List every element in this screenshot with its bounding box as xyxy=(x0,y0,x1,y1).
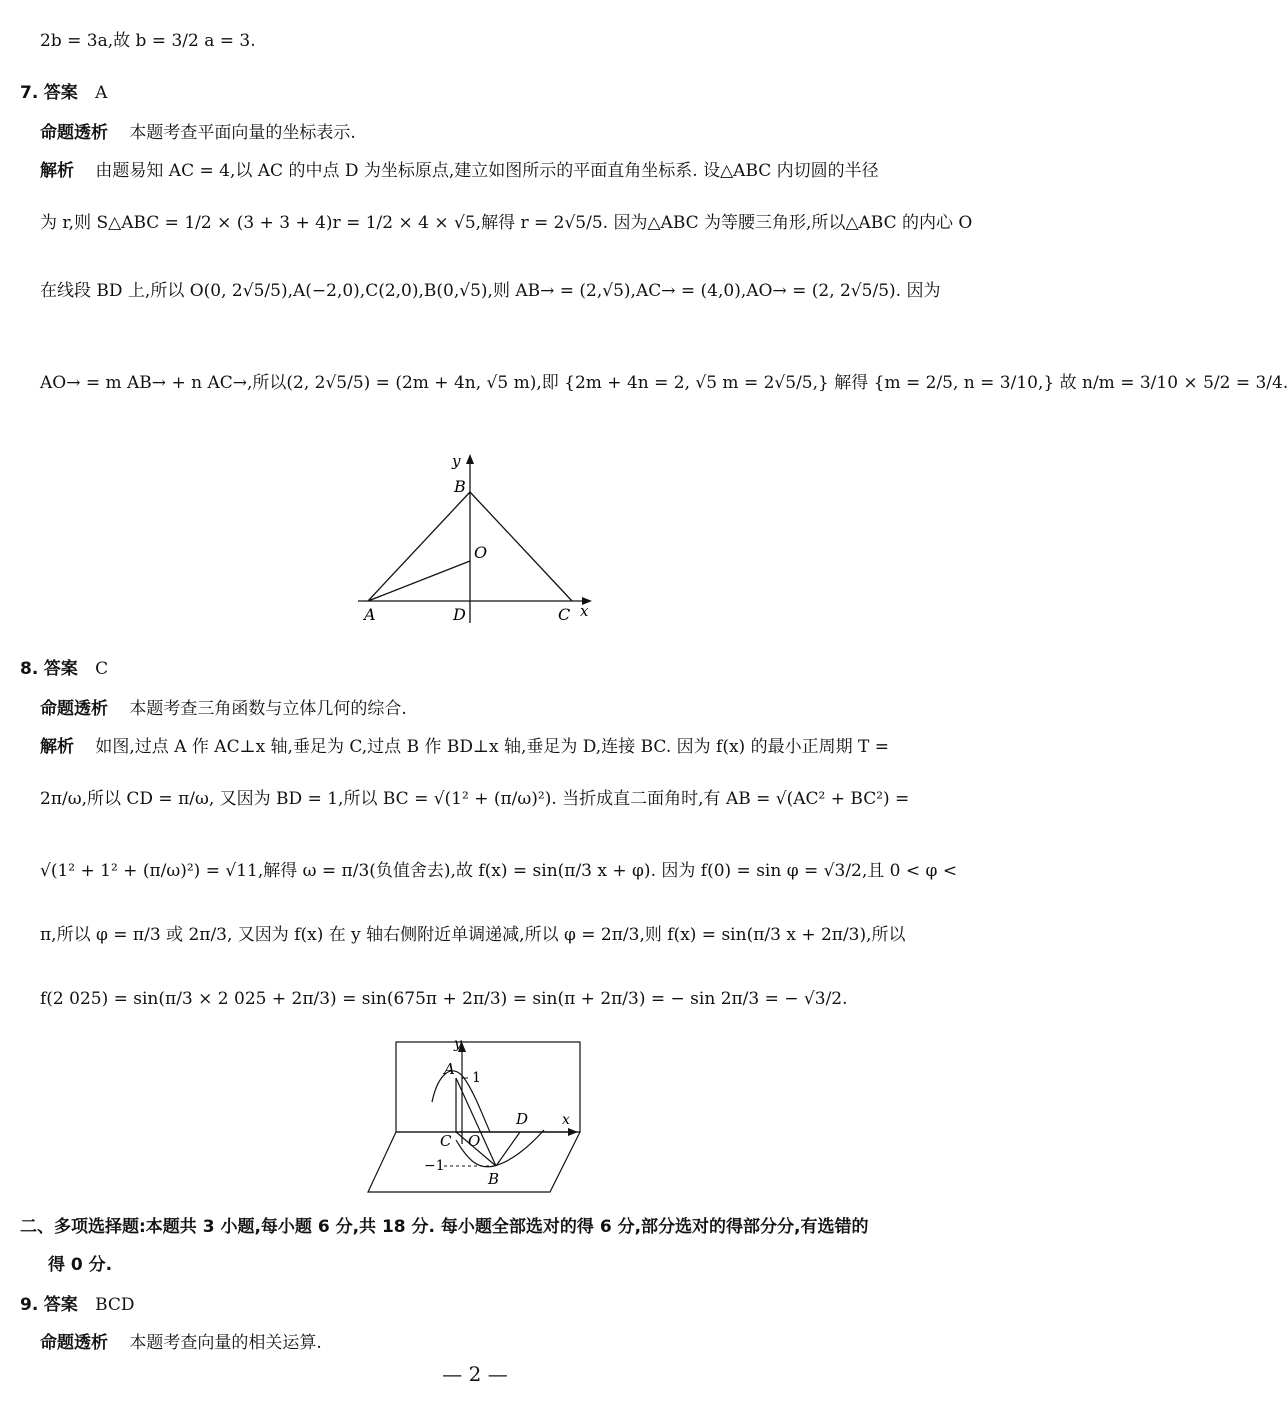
label-D: D xyxy=(453,605,466,624)
y-axis-arrow-icon xyxy=(466,454,474,464)
label-C: C xyxy=(440,1132,452,1150)
q8-intent-row xyxy=(40,696,930,722)
q9-intent: 本题考查向量的相关运算. xyxy=(129,1333,322,1353)
label-C: C xyxy=(558,605,571,624)
q7-intent: 本题考查平面向量的坐标表示. xyxy=(129,123,356,143)
q7-answer-row xyxy=(20,80,930,106)
q7-line3: 在线段 BD 上,所以 O(0, 2√5/5),A(−2,0),C(2,0),B(0,√5),则 AB→ = (2,√5),AC→ = (4,0),AO→ = (2, 2√5/5). 因为 xyxy=(40,281,941,301)
q9-answer: BCD xyxy=(95,1295,135,1315)
label-A: A xyxy=(444,1060,455,1078)
page-number: — 2 — xyxy=(442,1362,508,1386)
q7-line2: 为 r,则 S△ABC = 1/2 × (3 + 3 + 4)r = 1/2 × 4 × √5,解得 r = 2√5/5. 因为△ABC 为等腰三角形,所以△ABC 的内心 O xyxy=(40,213,973,233)
label-y: y xyxy=(452,452,461,470)
q8-figure-svg xyxy=(360,1034,590,1200)
q8-line1: 如图,过点 A 作 AC⊥x 轴,垂足为 C,过点 B 作 BD⊥x 轴,垂足为 D,连接 BC. 因为 f(x) 的最小正周期 T = xyxy=(95,737,889,757)
label-A: A xyxy=(364,605,376,624)
top-line: 2b = 3a,故 b = 3/2 a = 3. xyxy=(40,31,256,51)
q8-figure xyxy=(360,1034,590,1200)
label-y: y xyxy=(454,1036,462,1052)
label-x: x xyxy=(580,602,589,620)
q8-number: 8. xyxy=(20,659,39,679)
q7-analysis-label: 解析 xyxy=(40,161,74,181)
q8-answer: C xyxy=(95,659,109,679)
q8-intent-label: 命题透析 xyxy=(40,699,108,719)
label-B: B xyxy=(488,1170,500,1188)
q7-answer: A xyxy=(95,83,108,103)
label-B: B xyxy=(454,477,466,496)
q8-answer-label: 答案 xyxy=(43,659,78,679)
x-axis-arrow-icon xyxy=(568,1128,578,1136)
q8-analysis-row xyxy=(40,734,930,760)
section2-line2: 得 0 分. xyxy=(48,1255,113,1275)
label-O: O xyxy=(468,1132,481,1150)
label-neg1: −1 xyxy=(424,1158,445,1174)
q7-number: 7. xyxy=(20,83,39,103)
label-1: 1 xyxy=(472,1070,481,1086)
q7-figure xyxy=(340,448,610,628)
q8-line3: √(1² + 1² + (π/ω)²) = √11,解得 ω = π/3(负值舍去),故 f(x) = sin(π/3 x + φ). 因为 f(0) = sin φ = √3/2,且 0 < φ < xyxy=(40,861,958,881)
q7-intent-label: 命题透析 xyxy=(40,123,108,143)
upper-curve xyxy=(432,1071,490,1132)
label-O: O xyxy=(474,543,488,562)
q7-analysis-row xyxy=(40,158,930,184)
vertical-plane xyxy=(396,1042,580,1132)
q9-number: 9. xyxy=(20,1295,39,1315)
q8-line2: 2π/ω,所以 CD = π/ω, 又因为 BD = 1,所以 BC = √(1² + (π/ω)²). 当折成直二面角时,有 AB = √(AC² + BC²) = xyxy=(40,789,910,809)
q9-answer-label: 答案 xyxy=(43,1295,78,1315)
q7-intent-row xyxy=(40,120,930,146)
q9-intent-label: 命题透析 xyxy=(40,1333,108,1353)
section2-line1: 二、多项选择题:本题共 3 小题,每小题 6 分,共 18 分. 每小题全部选对的得 6 分,部分选对的得部分分,有选错的 xyxy=(20,1217,869,1237)
q9-intent-row xyxy=(40,1330,930,1356)
q8-line4: π,所以 φ = π/3 或 2π/3, 又因为 f(x) 在 y 轴右侧附近单调递减,所以 φ = 2π/3,则 f(x) = sin(π/3 x + 2π/3),所以 xyxy=(40,925,906,945)
q7-figure-svg xyxy=(340,448,610,628)
label-D: D xyxy=(516,1110,529,1128)
q7-answer-label: 答案 xyxy=(43,83,78,103)
label-x: x xyxy=(562,1112,570,1128)
q7-line4: AO→ = m AB→ + n AC→,所以(2, 2√5/5) = (2m + 4n, √5 m),即 {2m + 4n = 2, √5 m = 2√5/5,} 解得 {m = 2/5, n = 3/10,} 故 n/m = 3/10 × 5/2 = 3/4. xyxy=(40,373,1288,393)
q7-line1: 由题易知 AC = 4,以 AC 的中点 D 为坐标原点,建立如图所示的平面直角坐标系. 设△ABC 内切圆的半径 xyxy=(95,161,879,181)
q9-answer-row xyxy=(20,1292,930,1318)
q8-analysis-label: 解析 xyxy=(40,737,74,757)
q8-answer-row xyxy=(20,656,930,682)
q8-intent: 本题考查三角函数与立体几何的综合. xyxy=(129,699,407,719)
segment-AB xyxy=(368,492,470,601)
segment-AO xyxy=(368,561,470,601)
q8-line5: f(2 025) = sin(π/3 × 2 025 + 2π/3) = sin(675π + 2π/3) = sin(π + 2π/3) = − sin 2π/3 = − √3/2. xyxy=(40,989,848,1009)
